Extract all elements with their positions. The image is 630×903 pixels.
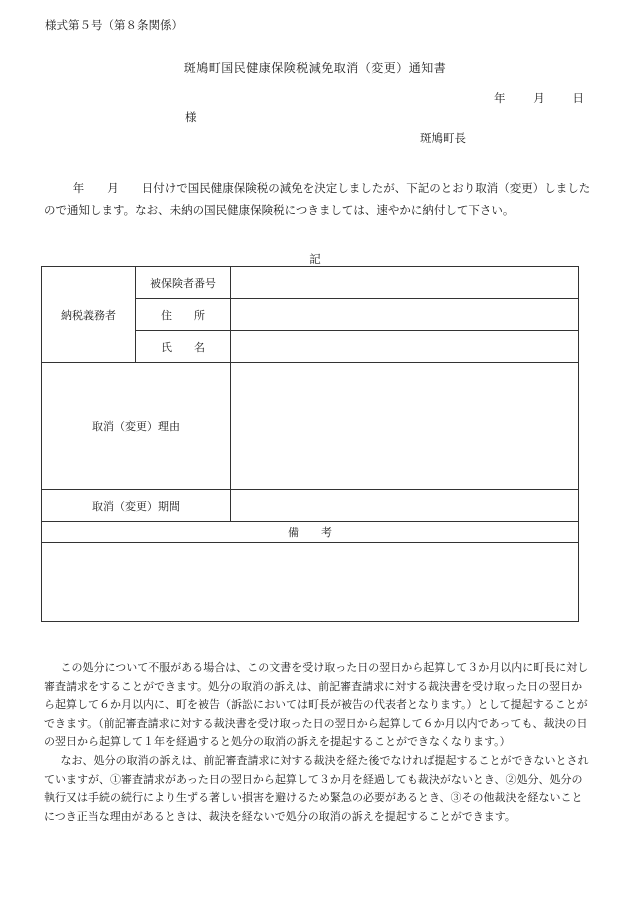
name-label: 氏 名 [136, 331, 231, 363]
table-row [42, 490, 579, 522]
taxpayer-label: 納税義務者 [42, 267, 136, 363]
remarks-field[interactable] [42, 543, 579, 622]
ki-heading: 記 [309, 252, 321, 266]
table-row [42, 522, 579, 543]
table-row [42, 543, 579, 622]
reason-label: 取消（変更）理由 [42, 363, 231, 490]
table-row [42, 363, 579, 490]
insured-number-label: 被保険者番号 [136, 267, 231, 299]
date-year-label: 年 [494, 91, 506, 105]
date-day-label: 日 [572, 91, 584, 105]
appeal-notice-paragraph: なお、処分の取消の訴えは、前記審査請求に対する裁決を経た後でなければ提起することができないとされていますが、①審査請求があった日の翌日から起算して３か月を経過しても裁決がないとき、②処分、処分の執行又は手続の続行により生ずる著しい損害を避けるため緊急の必要があるとき、③その他裁決を経ないことにつき正当な理由があるときは、裁決を経ないで処分の取消の訴えを提起することができます。 [44, 753, 589, 823]
issuer-name: 斑鳩町長 [420, 131, 466, 145]
period-label: 取消（変更）期間 [42, 490, 231, 522]
addressee-suffix: 様 [185, 110, 197, 124]
name-field[interactable] [231, 331, 579, 363]
insured-number-field[interactable] [231, 267, 579, 299]
body-paragraph: 年 月 日付けで国民健康保険税の減免を決定しましたが、下記のとおり取消（変更）しましたので通知します。なお、未納の国民健康保険税につきましては、速やかに納付して下さい。 [44, 181, 591, 217]
appeal-notice-paragraph: この処分について不服がある場合は、この文書を受け取った日の翌日から起算して３か月以内に町長に対し審査請求をすることができます。処分の取消の訴えは、前記審査請求に対する裁決書を受け取った日の翌日から起算して６か月以内に、町を被告（訴訟においては町長が被告の代表者となります。）として提起することができます。（前記審査請求に対する裁決書を受け取った日の翌日から起算して６か月以内であっても、裁決の日の翌日から起算して１年を経過すると処分の取消の訴えを提起することができなくなります。） [44, 661, 589, 749]
issue-date [494, 90, 584, 106]
document-title: 斑鳩町国民健康保険税減免取消（変更）通知書 [183, 61, 447, 75]
period-field[interactable] [231, 490, 579, 522]
address-label: 住 所 [136, 299, 231, 331]
date-month-label: 月 [533, 91, 545, 105]
table-row [42, 267, 579, 299]
revocation-form-table [41, 266, 579, 622]
form-number: 様式第５号（第８条関係） [45, 18, 183, 32]
remarks-label: 備 考 [42, 522, 579, 543]
reason-field[interactable] [231, 363, 579, 490]
address-field[interactable] [231, 299, 579, 331]
appeal-notice [44, 659, 590, 826]
